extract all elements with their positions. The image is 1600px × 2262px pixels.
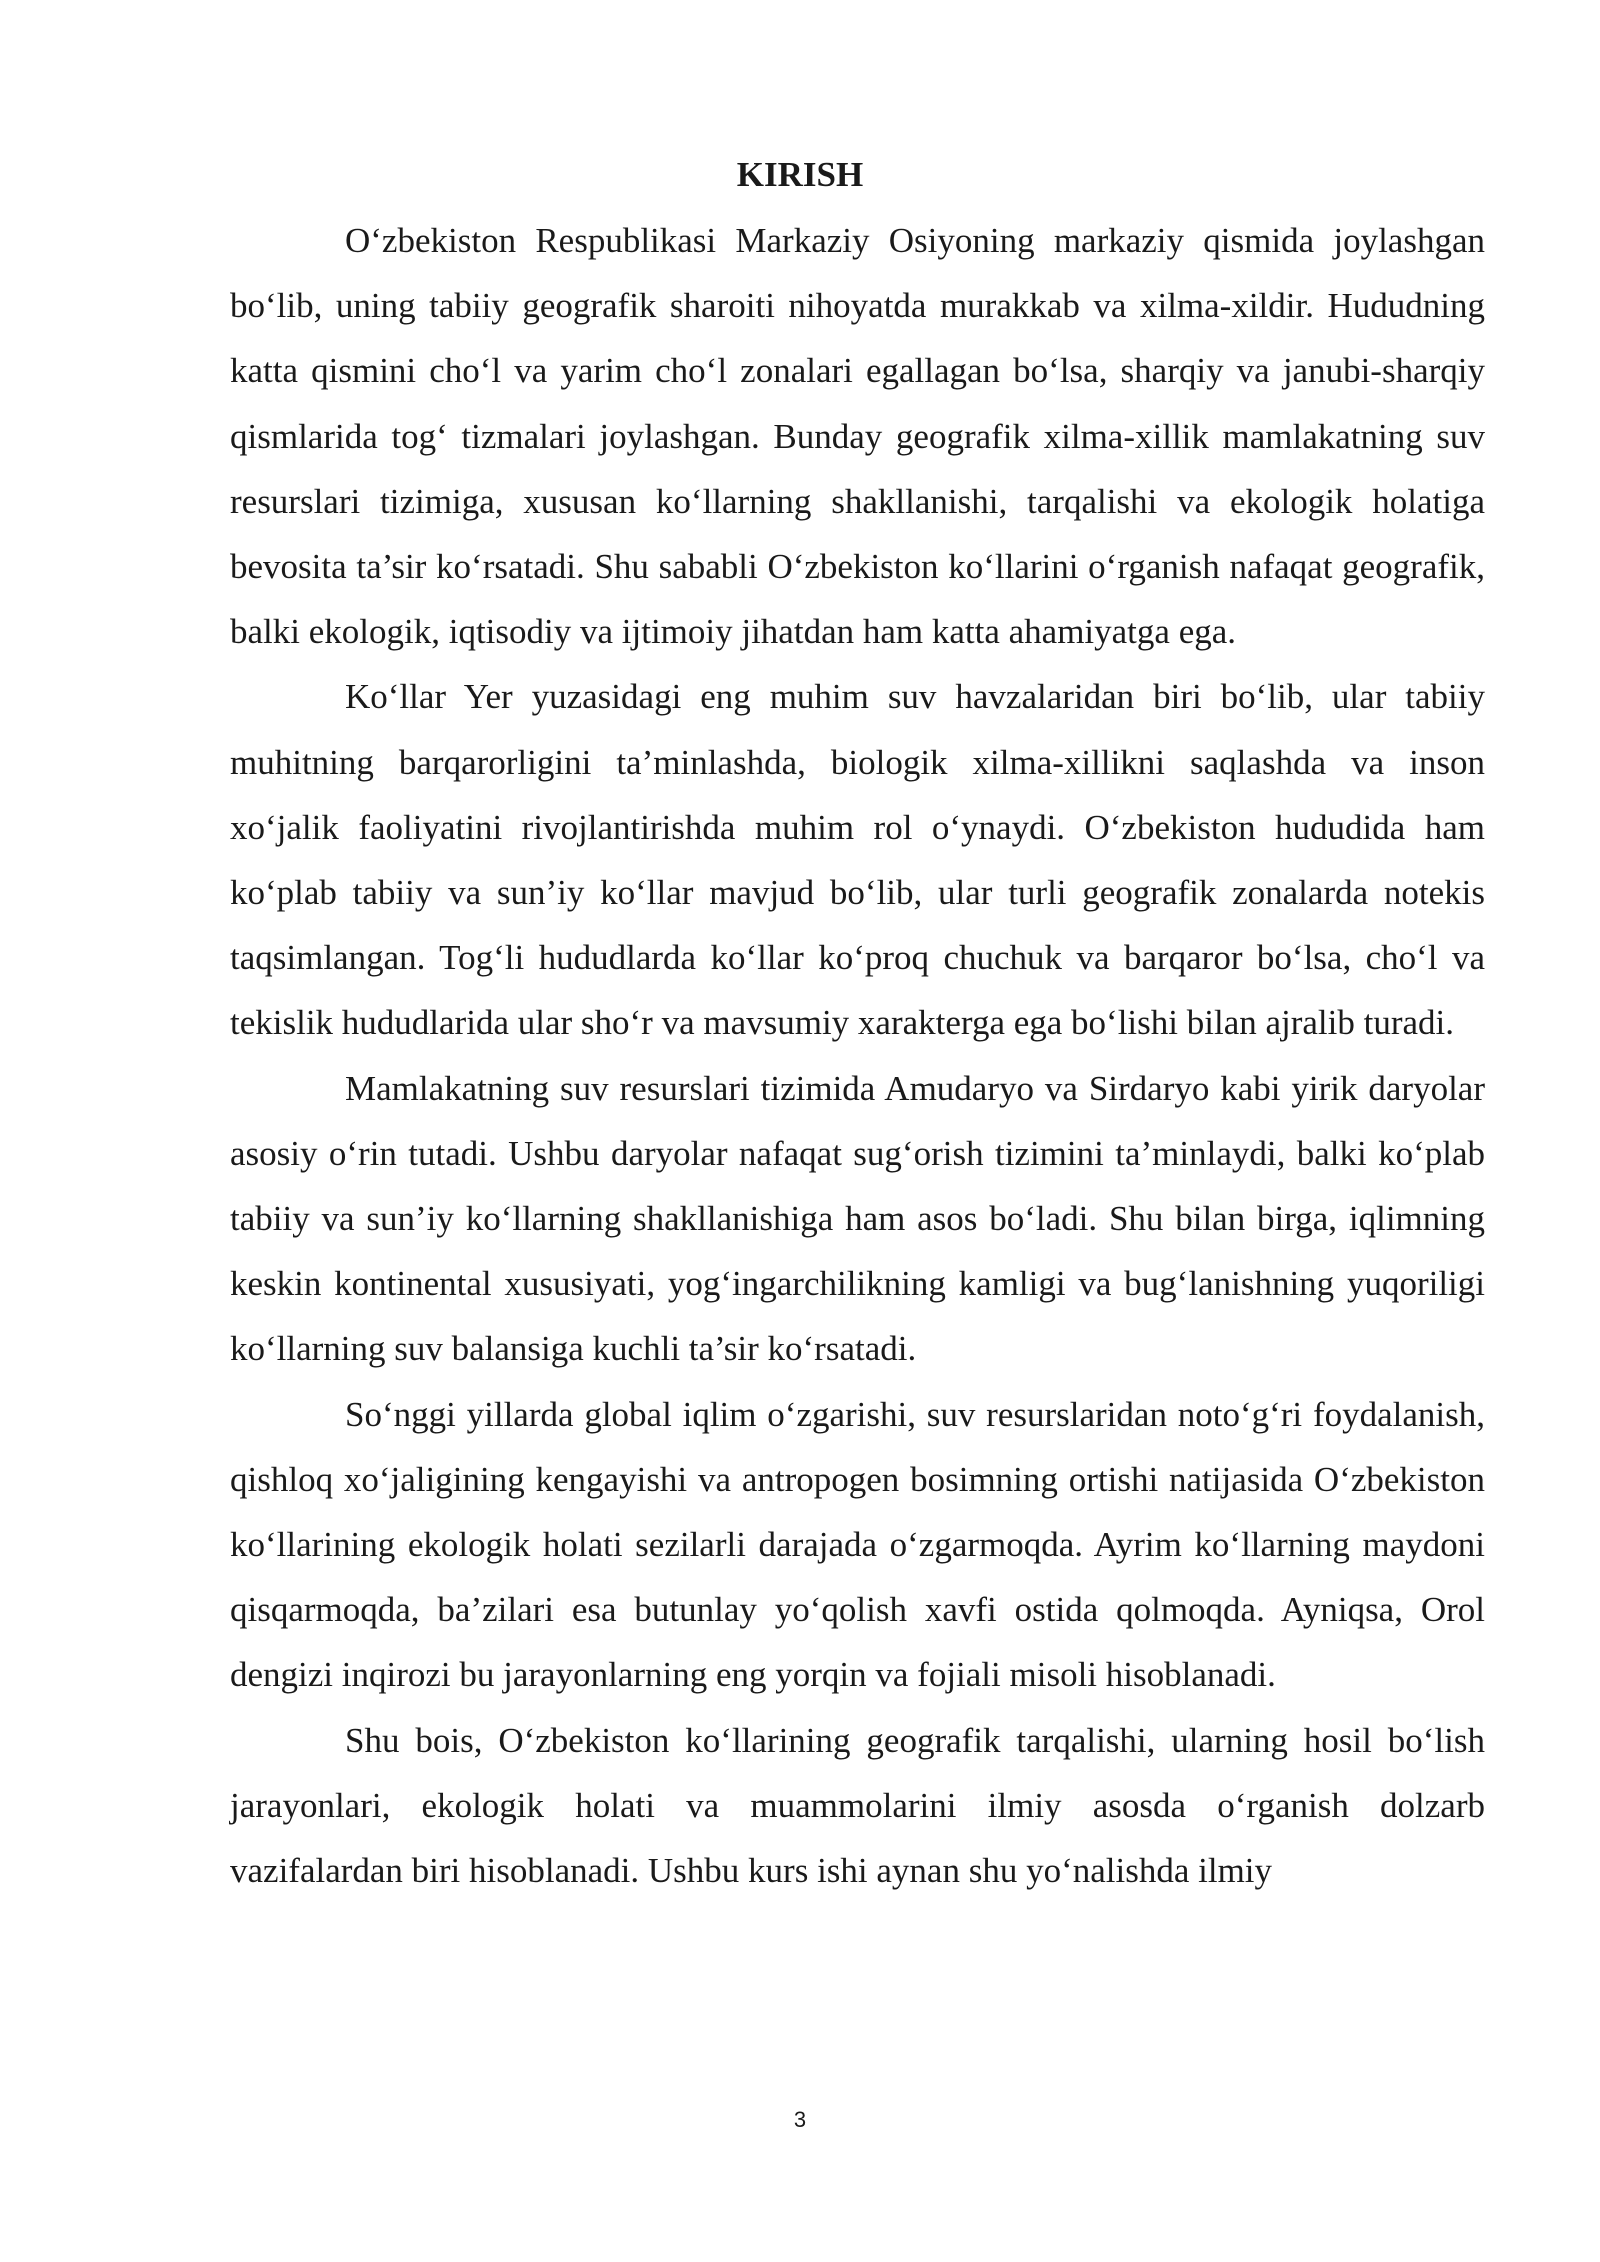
- paragraph-5: Shu bois, O‘zbekiston ko‘llarining geografik tarqalishi, ularning hosil bo‘lish jarayonlari, ekologik holati va muammolarini ilmiy asosda o‘rganish dolzarb vazifalardan biri hisoblanadi. Ushbu kurs ishi aynan shu yo‘nalishda ilmiy: [230, 1720, 1485, 1891]
- page-title: KIRISH: [736, 155, 864, 194]
- paragraph-3: Mamlakatning suv resurslari tizimida Amudaryo va Sirdaryo kabi yirik daryolar asosiy o‘rin tutadi. Ushbu daryolar nafaqat sug‘orish tizimini ta’minlaydi, balki ko‘plab tabiiy va sun’iy ko‘llarning shakllanishiga ham asos bo‘ladi. Shu bilan birga, iqlimning keskin kontinental xususiyati, yog‘ingarchilikning kamligi va bug‘lanishning yuqoriligi ko‘llarning suv balansiga kuchli ta’sir ko‘rsatadi.: [230, 1068, 1485, 1369]
- body-text: [230, 208, 1485, 1903]
- paragraph-1: O‘zbekiston Respublikasi Markaziy Osiyoning markaziy qismida joylashgan bo‘lib, uning tabiiy geografik sharoiti nihoyatda murakkab va xilma-xildir. Hududning katta qismini cho‘l va yarim cho‘l zonalari egallagan bo‘lsa, sharqiy va janubi-sharqiy qismlarida tog‘ tizmalari joylashgan. Bunday geografik xilma-xillik mamlakatning suv resurslari tizimiga, xususan ko‘llarning shakllanishi, tarqalishi va ekologik holatiga bevosita ta’sir ko‘rsatadi. Shu sababli O‘zbekiston ko‘llarini o‘rganish nafaqat geografik, balki ekologik, iqtisodiy va ijtimoiy jihatdan ham katta ahamiyatga ega.: [230, 221, 1485, 652]
- paragraph-4: So‘nggi yillarda global iqlim o‘zgarishi, suv resurslaridan noto‘g‘ri foydalanish, qishloq xo‘jaligining kengayishi va antropogen bosimning ortishi natijasida O‘zbekiston ko‘llarining ekologik holati sezilarli darajada o‘zgarmoqda. Ayrim ko‘llarning maydoni qisqarmoqda, ba’zilari esa butunlay yo‘qolish xavfi ostida qolmoqda. Ayniqsa, Orol dengizi inqirozi bu jarayonlarning eng yorqin va fojiali misoli hisoblanadi.: [230, 1394, 1485, 1695]
- paragraph-2: Ko‘llar Yer yuzasidagi eng muhim suv havzalaridan biri bo‘lib, ular tabiiy muhitning barqarorligini ta’minlashda, biologik xilma-xillikni saqlashda va inson xo‘jalik faoliyatini rivojlantirishda muhim rol o‘ynaydi. O‘zbekiston hududida ham ko‘plab tabiiy va sun’iy ko‘llar mavjud bo‘lib, ular turli geografik zonalarda notekis taqsimlangan. Tog‘li hududlarda ko‘llar ko‘proq chuchuk va barqaror bo‘lsa, cho‘l va tekislik hududlarida ular sho‘r va mavsumiy xarakterga ega bo‘lishi bilan ajralib turadi.: [230, 677, 1485, 1043]
- page-number: 3: [793, 2107, 807, 2132]
